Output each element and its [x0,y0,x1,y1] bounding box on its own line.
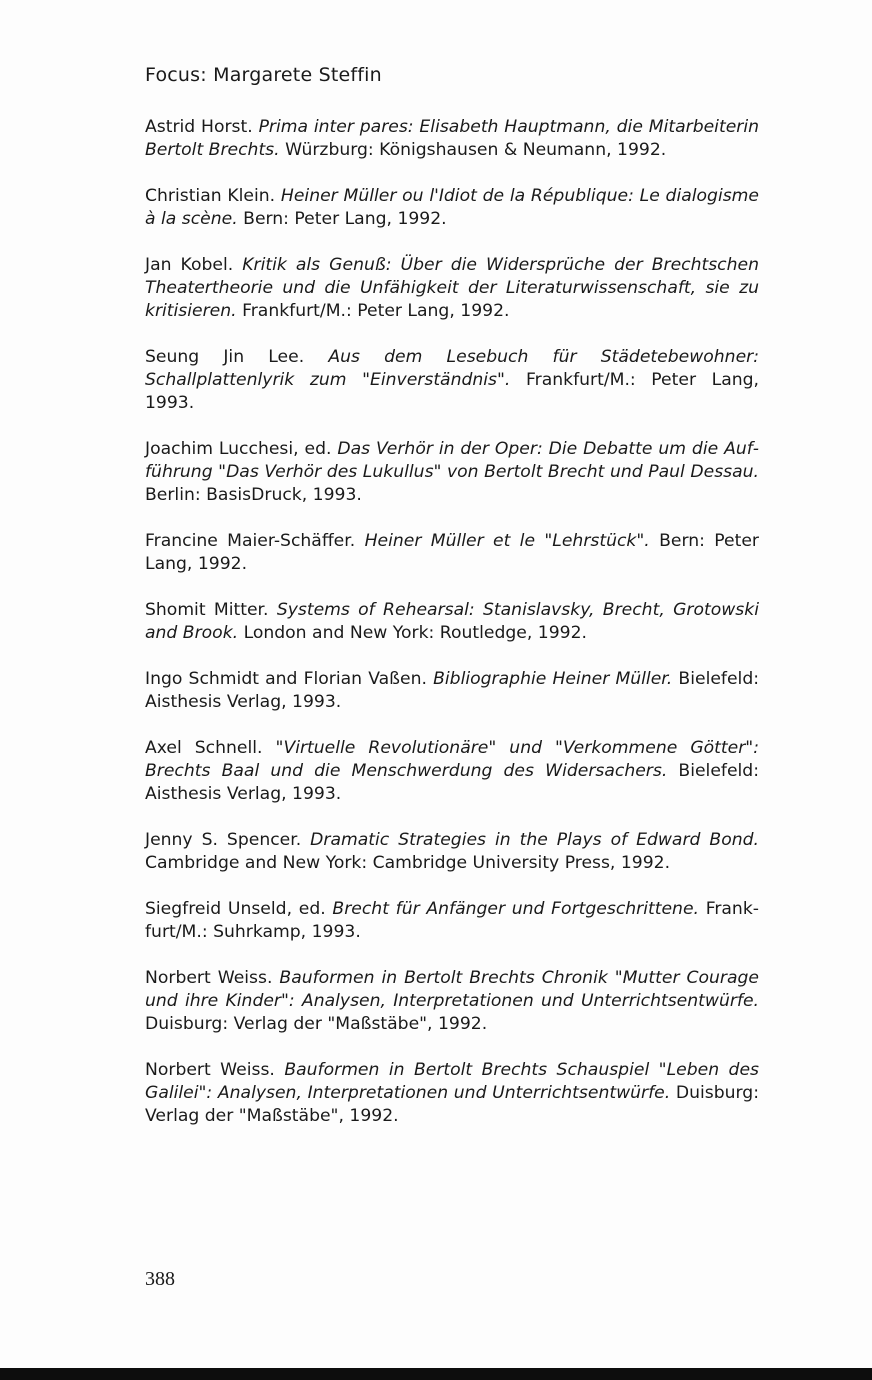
entry-title: Heiner Müller et le "Lehrstück". [364,531,650,551]
bibliography-entry [145,1059,759,1128]
entry-title: Systems of Rehearsal: Stanislavsky, Brecht, Grotowski and Brook. [145,600,759,643]
entry-publication: Berlin: BasisDruck, 1993. [145,485,362,505]
entry-publication: Duisburg: Verlag der "Maßstäbe", 1992. [145,1014,488,1034]
entry-author: Axel Schnell. [145,738,263,758]
entry-publication: Frankfurt/M.: Peter Lang, 1993. [145,370,759,413]
entry-publication: Bern: Peter Lang, 1992. [243,209,447,229]
entry-author: Francine Maier-Schäffer. [145,531,356,551]
entry-publication: Cambridge and New York: Cambridge University Press, 1992. [145,853,671,873]
entry-author: Christian Klein. [145,186,276,206]
entry-author: Ingo Schmidt and Florian Vaßen. [145,669,427,689]
entry-title: Brecht für Anfänger und Fortgeschrittene. [332,899,699,919]
entry-publication: London and New York: Routledge, 1992. [243,623,587,643]
bibliography-entry [145,599,759,645]
bibliography-entry [145,668,759,714]
entry-publication: Frankfurt/M.: Peter Lang, 1992. [242,301,510,321]
bibliography-entry [145,967,759,1036]
bibliography-entry [145,116,759,162]
entry-publication: Bielefeld: Aisthesis Verlag, 1993. [145,761,759,804]
entry-author: Siegfreid Unseld, ed. [145,899,326,919]
entry-author: Norbert Weiss. [145,1060,275,1080]
running-head: Focus: Margarete Steffin [145,64,382,86]
entry-publication: Duisburg: Verlag der "Maßstäbe", 1992. [145,1083,759,1126]
entry-title: Bauformen in Bertolt Brechts Chronik "Mutter Courage und ihre Kinder": Analysen, Interpretationen und Unterrichtsentwürfe. [145,968,759,1011]
bibliography-entry [145,898,759,944]
bibliography-entry [145,829,759,875]
entry-title: Bibliographie Heiner Müller. [433,669,673,689]
entry-title: Prima inter pares: Elisabeth Hauptmann, die Mitarbeiterin Bertolt Brechts. [145,117,759,160]
entry-author: Joachim Lucchesi, ed. [145,439,332,459]
entry-title: Dramatic Strategies in the Plays of Edward Bond. [310,830,759,850]
bibliography-entry [145,530,759,576]
entry-publication: Bielefeld: Aisthesis Verlag, 1993. [145,669,760,712]
entry-publication: Bern: Peter Lang, 1992. [145,531,759,574]
bibliography-entry [145,737,759,806]
entry-publication: Frankfurt/M.: Suhrkamp, 1993. [145,899,759,942]
bibliography-entry [145,346,759,415]
bibliography-entry [145,438,759,507]
entry-title: Bauformen in Bertolt Brechts Schauspiel "Leben des Galilei": Analysen, Interpretationen und Unterrichtsentwürfe. [145,1060,759,1103]
page-number: 388 [145,1268,175,1290]
entry-author: Jenny S. Spencer. [145,830,302,850]
entry-title: Aus dem Lesebuch für Städetebewohner: Schallplattenlyrik zum "Einverständnis". [145,347,760,390]
bibliography-entry [145,254,759,323]
entry-title: Kritik als Genuß: Über die Widersprüche der Brechtschen Theatertheorie und die Unfähigkeit der Literaturwissenschaft, sie zu kritisieren. [145,255,759,321]
entry-title: Das Verhör in der Oper: Die Debatte um die Aufführung "Das Verhör des Lukullus" von Bertolt Brecht und Paul Dessau. [145,439,759,482]
entry-author: Jan Kobel. [145,255,234,275]
entry-title: "Virtuelle Revolutionäre" und "Verkommene Götter": Brechts Baal und die Menschwerdung des Widersachers. [145,738,759,781]
entry-author: Seung Jin Lee. [145,347,305,367]
entry-publication: Würzburg: Königshausen & Neumann, 1992. [285,140,667,160]
entry-author: Astrid Horst. [145,117,253,137]
entry-author: Norbert Weiss. [145,968,273,988]
entry-title: Heiner Müller ou l'Idiot de la République: Le dialogisme à la scène. [145,186,759,229]
bibliography-entry [145,185,759,231]
scan-bottom-edge [0,1368,872,1380]
bibliography-list [145,116,759,1151]
entry-author: Shomit Mitter. [145,600,269,620]
